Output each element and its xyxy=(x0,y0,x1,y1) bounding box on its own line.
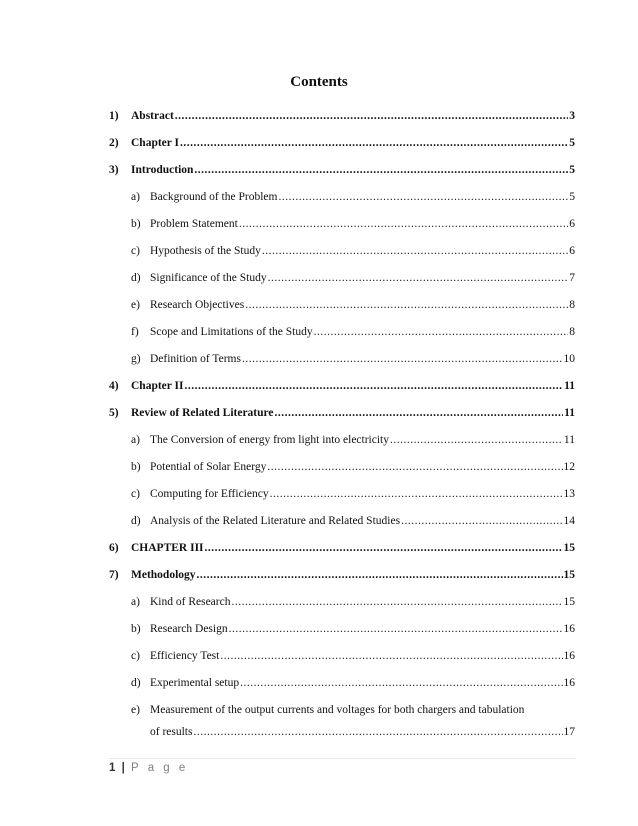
toc-entry-label: Significance of the Study xyxy=(150,272,267,284)
toc-entry-number: 1) xyxy=(109,110,119,122)
toc-entry-row xyxy=(131,568,575,582)
toc-entry-page: 15 xyxy=(563,569,575,581)
toc-entry-number: b) xyxy=(131,461,141,473)
toc-entry-number: 6) xyxy=(109,542,119,554)
toc-entry-label: Problem Statement xyxy=(150,218,238,230)
toc-entry-number: d) xyxy=(131,272,141,284)
toc-entry[interactable] xyxy=(109,265,575,292)
toc-dot-leader xyxy=(193,725,562,739)
toc-entry-row xyxy=(131,109,575,123)
page-footer xyxy=(109,762,188,774)
toc-dot-leader xyxy=(229,622,563,636)
toc-dot-leader xyxy=(390,433,563,447)
toc-entry-label: Experimental setup xyxy=(150,677,240,689)
toc-dot-leader xyxy=(314,325,569,339)
toc-title: Contents xyxy=(290,74,348,90)
toc-entry-label-line1: Measurement of the output currents and voltages for both chargers and tabulation xyxy=(150,704,525,716)
toc-entry-page: 12 xyxy=(563,461,575,473)
toc-dot-leader xyxy=(180,136,568,150)
toc-entry-row xyxy=(150,514,575,528)
toc-entry[interactable] xyxy=(109,292,575,319)
toc-entry-label: Chapter I xyxy=(131,137,180,149)
toc-dot-leader xyxy=(205,541,563,555)
toc-entry-number: g) xyxy=(131,353,141,365)
toc-entry-row xyxy=(150,190,575,204)
toc-entry-page: 6 xyxy=(569,245,575,257)
toc-dot-leader xyxy=(278,190,568,204)
toc-entry-page: 11 xyxy=(564,407,575,419)
toc-entry-label: Hypothesis of the Study xyxy=(150,245,261,257)
toc-entry-number: b) xyxy=(131,623,141,635)
toc-entry-label: Kind of Research xyxy=(150,596,231,608)
toc-entry[interactable] xyxy=(109,130,575,157)
toc-entry-row xyxy=(150,595,575,609)
toc-entry[interactable] xyxy=(109,454,575,481)
toc-entry-label: Introduction xyxy=(131,164,194,176)
toc-entry-page: 15 xyxy=(563,596,575,608)
toc-dot-leader xyxy=(185,379,564,393)
toc-entry-number: a) xyxy=(131,191,140,203)
toc-entry-label: Review of Related Literature xyxy=(131,407,274,419)
toc-entry[interactable] xyxy=(109,400,575,427)
toc-entry[interactable] xyxy=(109,184,575,211)
toc-entry-page: 16 xyxy=(563,677,575,689)
toc-entry[interactable] xyxy=(109,346,575,373)
toc-entry-row xyxy=(150,325,575,339)
toc-entry[interactable] xyxy=(109,508,575,535)
toc-entry[interactable] xyxy=(109,616,575,643)
toc-entry-page: 15 xyxy=(563,542,575,554)
toc-entry-row xyxy=(150,244,575,258)
toc-entry-page: 8 xyxy=(569,299,575,311)
toc-entry-page: 6 xyxy=(569,218,575,230)
toc-entry-label: Efficiency Test xyxy=(150,650,220,662)
toc-entry[interactable] xyxy=(109,373,575,400)
toc-dot-leader xyxy=(240,676,562,690)
table-of-contents xyxy=(109,103,575,747)
toc-dot-leader xyxy=(239,217,568,231)
toc-dot-leader xyxy=(401,514,562,528)
toc-entry-row xyxy=(150,217,575,231)
toc-entry-label: Research Design xyxy=(150,623,228,635)
toc-entry-row xyxy=(150,460,575,474)
toc-entry-row xyxy=(150,676,575,690)
toc-entry-row xyxy=(150,433,575,447)
toc-entry-page: 17 xyxy=(563,726,575,738)
toc-dot-leader xyxy=(270,487,563,501)
toc-entry-number: d) xyxy=(131,515,141,527)
toc-entry-label: Background of the Problem xyxy=(150,191,278,203)
toc-entry-row xyxy=(131,136,575,150)
toc-entry-label: Potential of Solar Energy xyxy=(150,461,267,473)
toc-entry-row xyxy=(131,379,575,393)
toc-entry-label: Abstract xyxy=(131,110,174,122)
toc-entry-number: c) xyxy=(131,488,140,500)
toc-dot-leader xyxy=(268,271,569,285)
toc-dot-leader xyxy=(242,352,563,366)
toc-entry-row xyxy=(150,622,575,636)
toc-entry-row xyxy=(150,649,575,663)
toc-dot-leader xyxy=(231,595,562,609)
toc-entry-number: a) xyxy=(131,596,140,608)
toc-entry-number: 2) xyxy=(109,137,119,149)
toc-entry-row xyxy=(150,271,575,285)
toc-entry-page: 16 xyxy=(563,623,575,635)
toc-dot-leader xyxy=(262,244,568,258)
toc-entry-page: 13 xyxy=(563,488,575,500)
toc-entry-page: 16 xyxy=(563,650,575,662)
toc-entry[interactable] xyxy=(109,562,575,589)
toc-entry-row xyxy=(150,298,575,312)
toc-entry[interactable] xyxy=(109,697,575,747)
toc-entry-row xyxy=(131,406,575,420)
toc-entry[interactable] xyxy=(109,238,575,265)
toc-entry-number: e) xyxy=(131,704,140,716)
toc-entry-number: c) xyxy=(131,245,140,257)
toc-entry-number: 7) xyxy=(109,569,119,581)
toc-entry-row xyxy=(150,352,575,366)
toc-entry-number: f) xyxy=(131,326,139,338)
toc-entry-page: 5 xyxy=(569,137,575,149)
toc-entry-number: c) xyxy=(131,650,140,662)
toc-entry-label: Research Objectives xyxy=(150,299,245,311)
toc-entry[interactable] xyxy=(109,157,575,184)
toc-entry-number: 3) xyxy=(109,164,119,176)
toc-dot-leader xyxy=(175,109,568,123)
toc-entry[interactable] xyxy=(109,103,575,130)
toc-entry-page: 3 xyxy=(569,110,575,122)
toc-entry-page: 11 xyxy=(563,434,575,446)
toc-entry-number: d) xyxy=(131,677,141,689)
toc-entry-page: 5 xyxy=(569,164,575,176)
toc-entry-label: CHAPTER III xyxy=(131,542,204,554)
toc-entry-label: Methodology xyxy=(131,569,196,581)
toc-entry-page: 14 xyxy=(563,515,575,527)
toc-entry-page: 7 xyxy=(569,272,575,284)
toc-entry-number: e) xyxy=(131,299,140,311)
toc-entry[interactable] xyxy=(109,211,575,238)
footer-page-word: P a g e xyxy=(131,762,189,774)
toc-entry-number: 4) xyxy=(109,380,119,392)
toc-entry-page: 8 xyxy=(569,326,575,338)
toc-dot-leader xyxy=(220,649,562,663)
toc-entry-number: a) xyxy=(131,434,140,446)
toc-entry[interactable] xyxy=(109,427,575,454)
footer-separator: | xyxy=(121,762,125,774)
toc-entry-label: Chapter II xyxy=(131,380,184,392)
toc-entry-label: Definition of Terms xyxy=(150,353,241,365)
toc-dot-leader xyxy=(197,568,563,582)
toc-dot-leader xyxy=(267,460,562,474)
toc-entry[interactable] xyxy=(109,589,575,616)
toc-entry[interactable] xyxy=(109,481,575,508)
toc-entry-row xyxy=(150,725,575,739)
toc-entry[interactable] xyxy=(109,670,575,697)
toc-dot-leader xyxy=(275,406,564,420)
footer-page-number: 1 xyxy=(109,762,116,774)
toc-entry-number: b) xyxy=(131,218,141,230)
toc-entry-label: The Conversion of energy from light into electricity xyxy=(150,434,389,446)
toc-entry-page: 11 xyxy=(564,380,575,392)
toc-entry-label: Scope and Limitations of the Study xyxy=(150,326,313,338)
toc-dot-leader xyxy=(194,163,568,177)
toc-entry-row xyxy=(150,487,575,501)
toc-entry-page: 5 xyxy=(569,191,575,203)
toc-entry-label: of results xyxy=(150,726,193,738)
footer-divider xyxy=(109,758,575,759)
toc-entry-label: Analysis of the Related Literature and Related Studies xyxy=(150,515,401,527)
toc-entry-label: Computing for Efficiency xyxy=(150,488,269,500)
toc-entry-row xyxy=(131,163,575,177)
toc-entry[interactable] xyxy=(109,319,575,346)
toc-entry-row xyxy=(131,541,575,555)
toc-entry[interactable] xyxy=(109,535,575,562)
toc-entry-number: 5) xyxy=(109,407,119,419)
toc-dot-leader xyxy=(245,298,568,312)
toc-entry[interactable] xyxy=(109,643,575,670)
toc-entry-page: 10 xyxy=(563,353,575,365)
